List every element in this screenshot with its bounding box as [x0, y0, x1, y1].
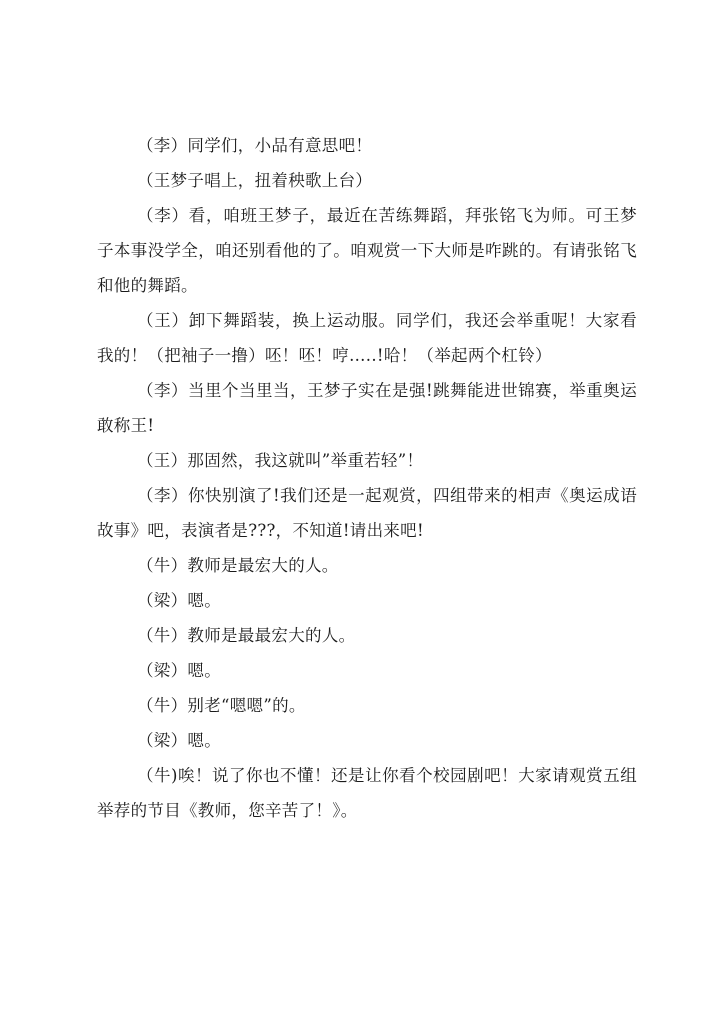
- paragraph-5: （李）当里个当里当，王梦子实在是强!跳舞能进世锦赛，举重奥运敢称王!: [97, 381, 637, 435]
- paragraph-14: （牛)唉！说了你也不懂！还是让你看个校园剧吧！大家请观赏五组举荐的节目《教师，您辛苦了！》。: [97, 766, 637, 820]
- paragraph-1: （李）同学们，小品有意思吧！: [137, 136, 373, 155]
- paragraph-8: （牛）教师是最宏大的人。: [137, 556, 339, 575]
- paragraph-10: （牛）教师是最最宏大的人。: [137, 626, 356, 645]
- paragraph-6: （王）那固然，我这就叫”举重若轻”！: [137, 451, 424, 470]
- paragraph-9: （梁）嗯。: [137, 591, 221, 610]
- document-body: [97, 128, 637, 828]
- paragraph-4: （王）卸下舞蹈装，换上运动服。同学们，我还会举重呢！大家看我的！（把袖子一撸）呸！呸！哼…..!哈！（举起两个杠铃）: [97, 311, 637, 365]
- paragraph-3: （李）看，咱班王梦子，最近在苦练舞蹈，拜张铭飞为师。可王梦子本事没学全，咱还别看他的了。咱观赏一下大师是咋跳的。有请张铭飞和他的舞蹈。: [97, 206, 637, 295]
- paragraph-11: （梁）嗯。: [137, 661, 221, 680]
- paragraph-13: （梁）嗯。: [137, 731, 221, 750]
- paragraph-12: （牛）别老“嗯嗯”的。: [137, 696, 306, 715]
- paragraph-7: （李）你快别演了!我们还是一起观赏，四组带来的相声《奥运成语故事》吧，表演者是???，不知道!请出来吧!: [97, 486, 637, 540]
- paragraph-2: （王梦子唱上，扭着秧歌上台）: [137, 171, 373, 190]
